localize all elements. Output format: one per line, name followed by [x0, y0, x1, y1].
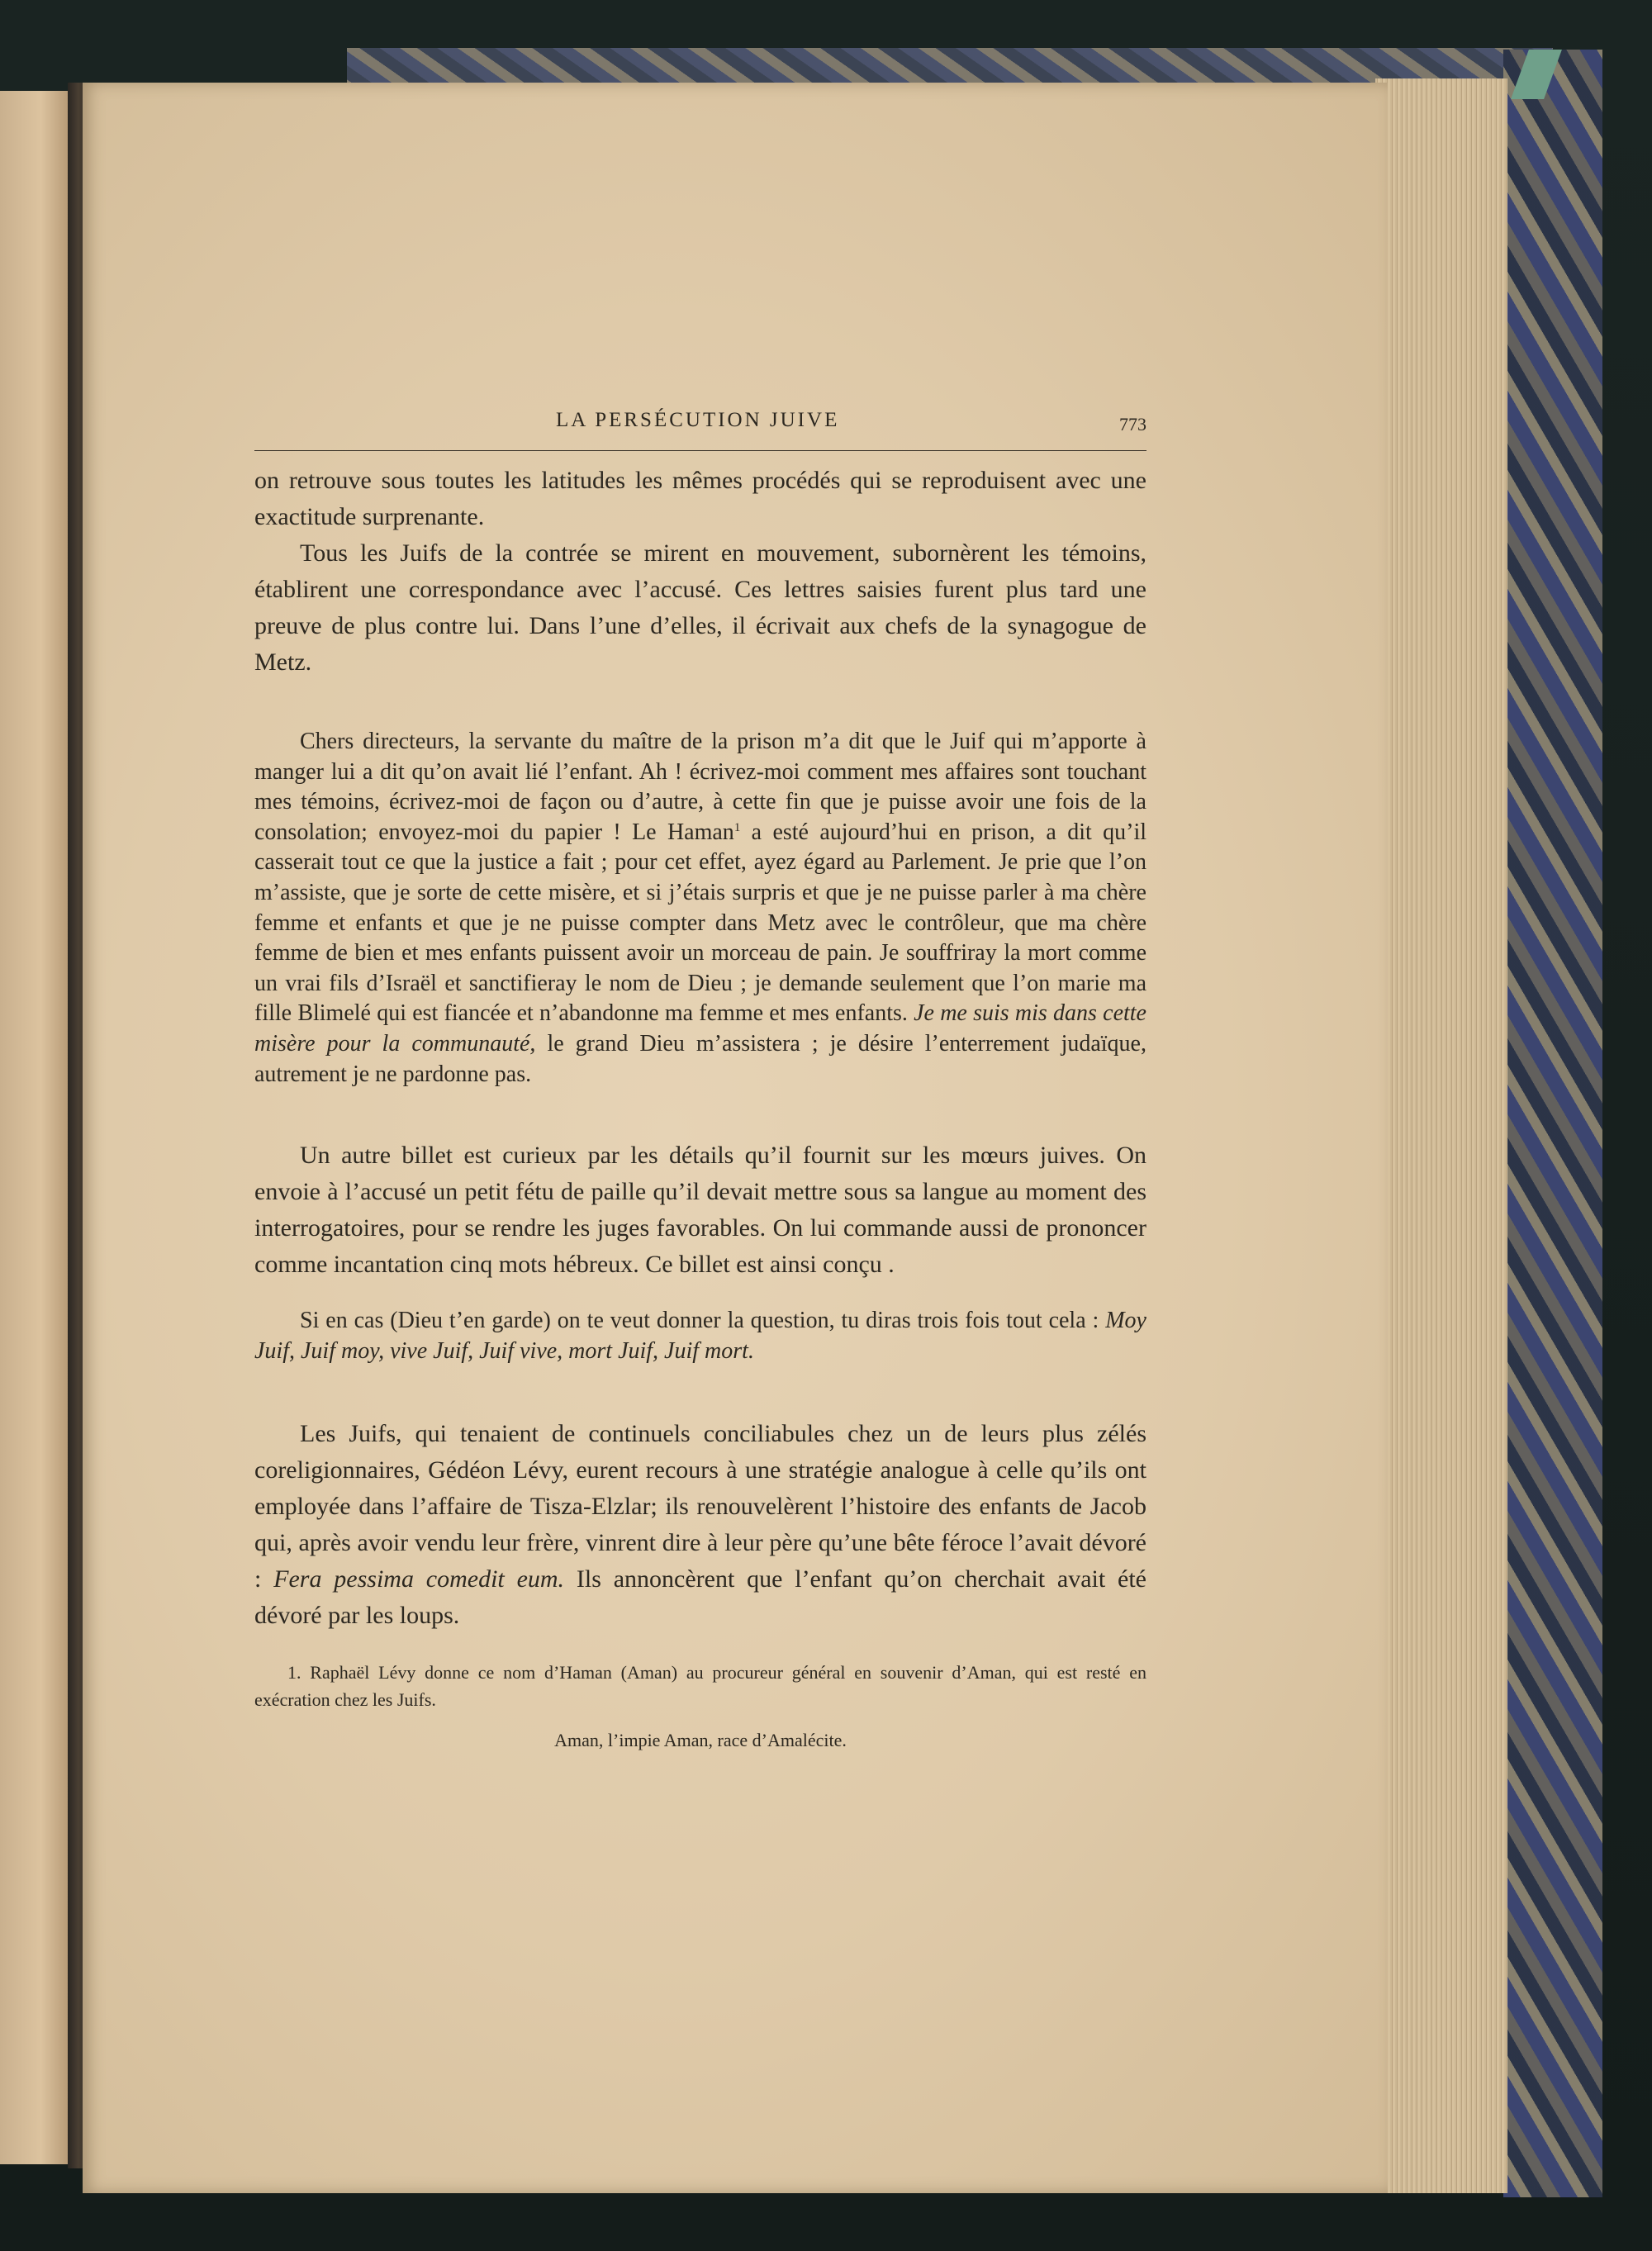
- page-content: [254, 409, 1146, 1754]
- letter-part-2: a esté aujourd’hui en prison, a dit qu’il casserait tout ce que la justice a fait ; pour cet effet, ayez égard au Parlement. Je prie que l’on m’assiste, que je sorte de cette misère, et si j’étais surpris et que je ne puisse parler à ma chère femme et enfants et que je ne puisse compter dans Metz avec le contrôleur, que ma chère femme de bien et mes enfants puissent avoir un morceau de pain. Je souffriray la mort comme un vrai fils d’Israël et sanctifieray le nom de Dieu ; je demande seulement que l’on marie ma fille Blimelé qui est fiancée et n’abandonne ma femme et mes enfants.: [254, 819, 1146, 1027]
- footnote-reference: 1: [733, 820, 741, 834]
- paragraph-4-italic: Fera pessima comedit eum.: [273, 1565, 565, 1593]
- book-page: [83, 83, 1388, 2193]
- paragraph-1: on retrouve sous toutes les latitudes les mêmes procédés qui se reproduisent avec une exactitude surprenante.: [254, 467, 1146, 530]
- paragraph-3: Un autre billet est curieux par les détails qu’il fournit sur les mœurs juives. On envoie à l’accusé un petit fétu de paille qu’il devait mettre sous sa langue au moment des interrogatoires, pour se rendre les juges favorables. On lui commande aussi de prononcer comme incantation cinq mots hébreux. Ce billet est ainsi conçu .: [254, 1142, 1146, 1279]
- page-number: 773: [1119, 414, 1146, 435]
- footnote-verse: Aman, l’impie Aman, race d’Amalécite.: [554, 1730, 847, 1751]
- previous-page-edge: [0, 91, 68, 2164]
- quoted-billet: [254, 1306, 1146, 1366]
- paragraph-4-end: Ils annoncèrent que l’enfant qu’on cherchait avait été dévoré par les loups.: [254, 1565, 1146, 1630]
- letter-italic: Je me suis mis dans cette misère pour la communauté,: [254, 1000, 1146, 1057]
- running-head: [254, 409, 1146, 451]
- billet-italic: Moy Juif, Juif moy, vive Juif, Juif vive, mort Juif, Juif mort.: [254, 1308, 1146, 1364]
- paragraph-4-text: Les Juifs, qui tenaient de continuels conciliabules chez un de leurs plus zélés coreligionnaires, Gédéon Lévy, eurent recours à une stratégie analogue à celle qu’ils ont employée dans l’affaire de Tisza-Elzlar; ils renouvelèrent l’histoire des enfants de Jacob qui, après avoir vendu leur frère, vinrent dire à leur père qu’une bête féroce l’avait dévoré :: [254, 1420, 1146, 1593]
- page-block-edges: [1375, 78, 1507, 2193]
- marbled-cover-right: [1503, 50, 1602, 2197]
- footnote: 1. Raphaël Lévy donne ce nom d’Haman (Aman) au procureur général en souvenir d’Aman, qui est resté en exécration chez les Juifs.: [254, 1662, 1146, 1711]
- running-title: LA PERSÉCUTION JUIVE: [556, 409, 840, 431]
- paragraph-4: [254, 1416, 1146, 1634]
- paragraph-2: Tous les Juifs de la contrée se mirent en mouvement, subornèrent les témoins, établirent une correspondance avec l’accusé. Ces lettres saisies furent plus tard une preuve de plus contre lui. Dans l’une d’elles, il écrivait aux chefs de la synagogue de Metz.: [254, 539, 1146, 676]
- billet-text: Si en cas (Dieu t’en garde) on te veut donner la question, tu diras trois fois tout cela :: [300, 1308, 1106, 1334]
- letter-part-1: Chers directeurs, la servante du maître de la prison m’a dit que le Juif qui m’apporte à manger lui a dit qu’on avait lié l’enfant. Ah ! écrivez-moi comment mes affaires sont touchant mes témoins, écrivez-moi de façon ou d’autre, à cette fin que je puisse avoir une fois de la consolation; envoyez-moi du papier ! Le Haman: [254, 729, 1146, 845]
- quoted-letter: [254, 727, 1146, 1090]
- letter-part-3: le grand Dieu m’assistera ; je désire l’enterrement judaïque, autrement je ne pardonne pas.: [254, 1030, 1146, 1087]
